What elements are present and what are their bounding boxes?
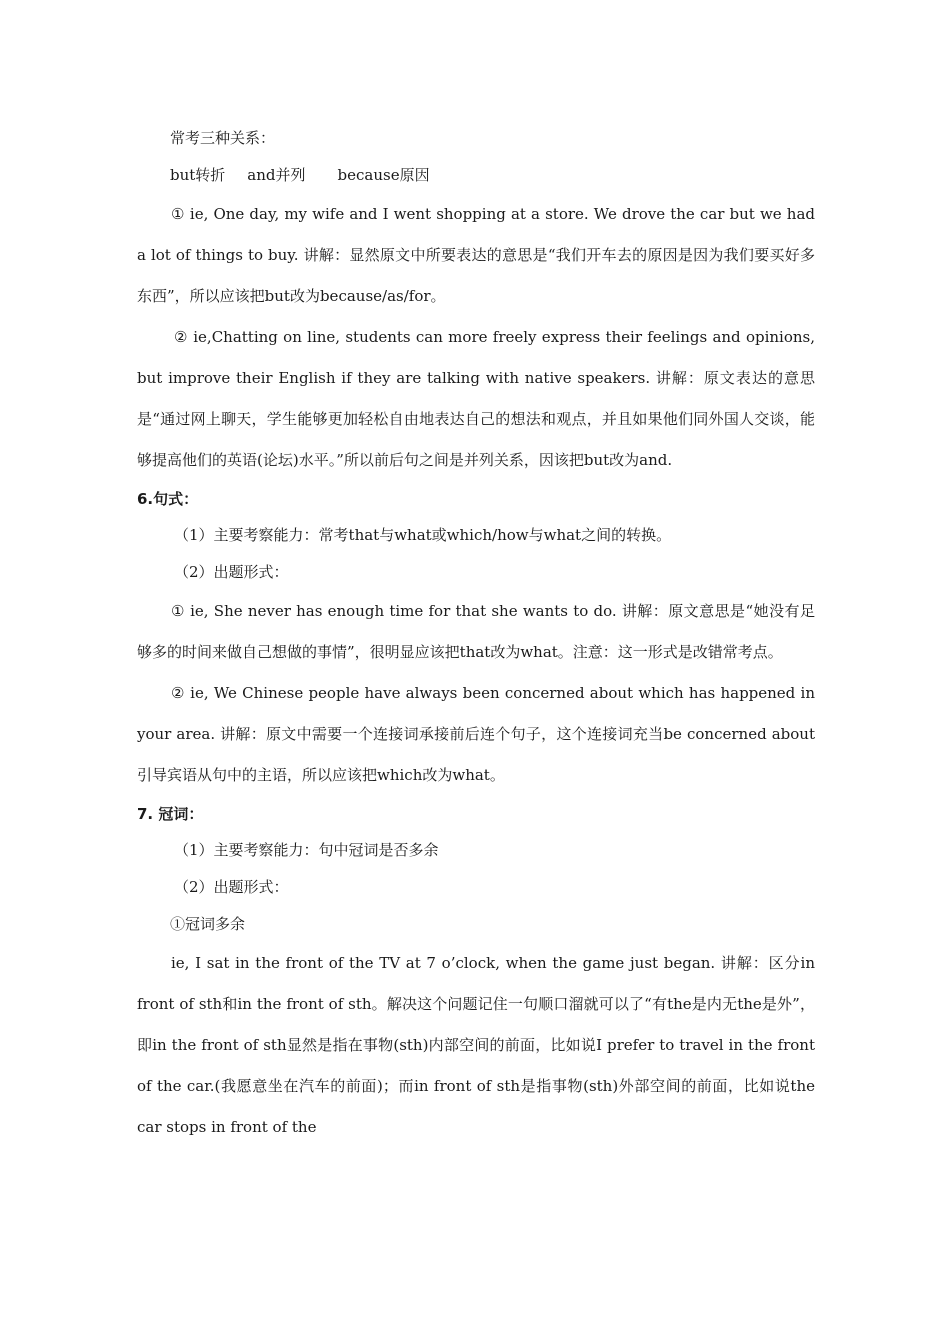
section-7-item-2: （2）出题形式： [174,878,289,896]
relation-and: and并列 [247,166,306,184]
section-7-title: 7. 冠词： [137,805,204,823]
section-7-subheading: ①冠词多余 [170,915,246,933]
relation-because: because原因 [337,166,430,184]
relation-but: but转折 [170,166,226,184]
relation-intro [137,120,815,157]
section-6-item-1: （1）主要考察能力：常考that与what或which/how与what之间的转换。 [174,526,672,544]
example-paragraph-4: ② ie, We Chinese people have always been concerned about which has happened in your area. 讲解：原文中需要一个连接词承接前后连个句子，这个连接词充当be concerned about引导宾语从句中的主语，所以应该把which改为what。 [137,684,815,784]
example-paragraph-5: ie, I sat in the front of the TV at 7 o’clock, when the game just began. 讲解：区分in front of sth和in the front of sth。解决这个问题记住一句顺口溜就可以了“有the是内无the是外”，即in the front of sth显然是指在事物(sth)内部空间的前面，比如说I prefer to travel in the front of the car.(我愿意坐在汽车的前面)；而in front of sth是指事物(sth)外部空间的前面，比如说the car stops in front of the [137,954,815,1136]
section-7-item-1: （1）主要考察能力：句中冠词是否多余 [174,841,439,859]
example-paragraph-2: ② ie,Chatting on line, students can more freely express their feelings and opinions, but improve their English if they are talking with native speakers. 讲解：原文表达的意思是“通过网上聊天，学生能够更加轻松自由地表达自己的想法和观点，并且如果他们同外国人交谈，能够提高他们的英语(论坛)水平。”所以前后句之间是并列关系，因该把but改为and. [137,328,815,469]
section-6-title: 6.句式： [137,490,199,508]
relation-intro-text: 常考三种关系： [170,129,276,147]
document-body [137,120,815,1148]
example-paragraph-1: ① ie, One day, my wife and I went shopping at a store. We drove the car but we had a lot of things to buy. 讲解：显然原文中所要表达的意思是“我们开车去的原因是因为我们要买好多东西”，所以应该把but改为because/as/for。 [137,205,815,305]
section-6-item-2: （2）出题形式： [174,563,289,581]
example-paragraph-3: ① ie, She never has enough time for that she wants to do. 讲解：原文意思是“她没有足够多的时间来做自己想做的事情”，很明显应该把that改为what。注意：这一形式是改错常考点。 [137,602,815,661]
relation-list [137,157,815,194]
